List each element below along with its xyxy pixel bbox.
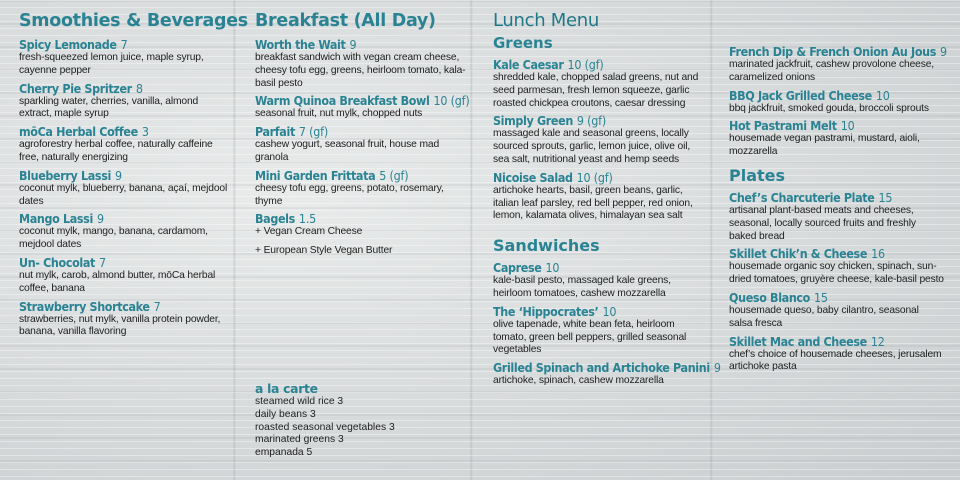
menu-item bbox=[19, 299, 231, 340]
a-la-carte-item: daily beans 3 bbox=[255, 408, 316, 420]
menu-item-name: French Dip & French Onion Au Jous bbox=[729, 44, 937, 59]
menu-item-header bbox=[729, 334, 944, 349]
menu-item-header bbox=[19, 211, 231, 226]
menu-item-price: 7 bbox=[120, 37, 128, 52]
menu-item bbox=[729, 246, 944, 287]
greens-list bbox=[493, 57, 708, 223]
menu-item-name: mōCa Herbal Coffee bbox=[19, 124, 138, 140]
menu-item bbox=[19, 37, 231, 78]
menu-item-description: coconut mylk, mango, banana, cardamom, mejdool dates bbox=[19, 226, 208, 251]
menu-item-header bbox=[729, 290, 944, 305]
a-la-carte-item: steamed wild rice 3 bbox=[255, 396, 344, 407]
bagel-options bbox=[255, 226, 467, 258]
menu-item-price: 10 bbox=[875, 87, 890, 103]
breakfast-column bbox=[255, 8, 470, 480]
menu-item-name: Queso Blanco bbox=[729, 289, 810, 305]
menu-item-header bbox=[19, 255, 231, 270]
a-la-carte-list bbox=[255, 396, 467, 460]
lunch-column bbox=[493, 8, 721, 388]
smoothies-list bbox=[19, 37, 231, 339]
menu-item-header bbox=[729, 44, 947, 59]
menu-item-price: 5 (gf) bbox=[379, 167, 409, 183]
bagel-option: + Vegan Cream Cheese bbox=[255, 226, 363, 238]
a-la-carte-section bbox=[255, 381, 467, 460]
sandwiches-continued-list bbox=[729, 44, 947, 159]
menu-item-price: 15 bbox=[878, 189, 893, 205]
menu-item-name: BBQ Jack Grilled Cheese bbox=[729, 87, 872, 103]
plates-list bbox=[729, 190, 944, 374]
menu-item-price: 9 bbox=[940, 44, 947, 59]
menu-item-description: cheesy tofu egg, greens, potato, rosemary, thyme bbox=[255, 182, 444, 207]
menu-item-header bbox=[19, 124, 231, 139]
menu-item-header bbox=[255, 37, 467, 52]
menu-item bbox=[493, 360, 721, 388]
menu-item-header bbox=[493, 260, 708, 275]
menu-item-price: 9 bbox=[114, 167, 122, 183]
menu-item-description: coconut mylk, blueberry, banana, açaí, mejdool dates bbox=[19, 182, 228, 207]
menu-item-header bbox=[19, 37, 231, 52]
menu-item-price: 9 bbox=[349, 37, 357, 52]
menu-item-name: Warm Quinoa Breakfast Bowl bbox=[255, 93, 430, 109]
menu-item-description: sparkling water, cherries, vanilla, almond extract, maple syrup bbox=[19, 95, 199, 120]
menu-item-price: 9 bbox=[96, 211, 104, 227]
menu-item-description: artichoke, spinach, cashew mozzarella bbox=[493, 375, 664, 387]
menu-item-price: 9 (gf) bbox=[576, 113, 607, 129]
menu-item-name: Mango Lassi bbox=[19, 211, 93, 227]
greens-heading: Greens bbox=[493, 34, 553, 52]
menu-item-header bbox=[493, 360, 721, 376]
menu-item-header bbox=[255, 211, 467, 226]
menu-item-name: Caprese bbox=[493, 260, 542, 276]
menu-item-name: Cherry Pie Spritzer bbox=[19, 80, 132, 96]
menu-item-price: 9 bbox=[713, 360, 721, 376]
menu-item-price: 10 bbox=[602, 303, 617, 319]
menu-item bbox=[493, 57, 708, 110]
menu-item-description: housemade vegan pastrami, mustard, aioli, mozzarella bbox=[729, 133, 920, 158]
menu-item bbox=[729, 290, 944, 331]
menu-item-description: nut mylk, carob, almond butter, mōCa herbal coffee, banana bbox=[19, 269, 216, 294]
a-la-carte-item: empanada 5 bbox=[255, 447, 313, 459]
menu-item bbox=[255, 168, 467, 209]
lunch-heading: Lunch Menu bbox=[493, 10, 599, 31]
menu-item-price: 8 bbox=[135, 80, 143, 96]
menu-item-header bbox=[493, 304, 708, 319]
menu-item bbox=[729, 118, 944, 159]
menu-item-header bbox=[19, 299, 231, 314]
plates-heading: Plates bbox=[729, 165, 786, 185]
menu-item-name: Hot Pastrami Melt bbox=[729, 118, 837, 134]
menu-item-description: marinated jackfruit, cashew provolone cheese, caramelized onions bbox=[729, 59, 935, 83]
menu-item-price: 10 bbox=[840, 118, 855, 134]
menu-item bbox=[19, 211, 231, 252]
menu-item-description: breakfast sandwich with vegan cream cheese, cheesy tofu egg, greens, heirloom tomato, kala-basil pesto bbox=[255, 52, 466, 89]
menu-item-name: Nicoise Salad bbox=[493, 169, 573, 185]
menu-item bbox=[493, 113, 708, 166]
menu-item-price: 10 bbox=[545, 260, 560, 276]
menu-item bbox=[19, 168, 231, 209]
menu-item bbox=[729, 44, 947, 85]
menu-item bbox=[493, 170, 708, 223]
menu-item-header bbox=[729, 246, 944, 261]
menu-item bbox=[729, 334, 944, 375]
menu-item bbox=[493, 304, 708, 357]
a-la-carte-item: marinated greens 3 bbox=[255, 434, 344, 446]
menu-item bbox=[19, 255, 231, 296]
menu-item-description: shredded kale, chopped salad greens, nut and seed parmesan, fresh lemon squeeze, garlic roasted chickpea croutons, caesar dressing bbox=[493, 72, 699, 109]
menu-item-header bbox=[255, 124, 467, 139]
menu-item bbox=[255, 37, 467, 90]
menu-item-description: housemade queso, baby cilantro, seasonal salsa fresca bbox=[729, 304, 919, 329]
smoothies-heading: Smoothies & Beverages bbox=[19, 11, 248, 31]
menu-item bbox=[19, 124, 231, 165]
menu-item-price: 12 bbox=[870, 333, 885, 349]
breakfast-list bbox=[255, 37, 470, 227]
menu-item-price: 10 (gf) bbox=[433, 93, 470, 109]
sandwiches-list bbox=[493, 260, 721, 388]
menu-item-header bbox=[729, 190, 944, 205]
menu-item-price: 16 bbox=[871, 246, 885, 262]
menu-item-header bbox=[255, 93, 470, 109]
menu-item-description: artichoke hearts, basil, green beans, garlic, italian leaf parsley, red bell pepper, red onion, lemon, kalamata olives, himalayan sea salt bbox=[493, 184, 693, 222]
menu-item-name: Kale Caesar bbox=[493, 57, 564, 72]
menu-item-header bbox=[255, 168, 467, 183]
menu-item-price: 3 bbox=[141, 124, 149, 140]
menu-item bbox=[255, 211, 467, 226]
menu-item-name: The ‘Hippocrates’ bbox=[493, 303, 599, 319]
menu-item-description: olive tapenade, white bean feta, heirloom tomato, green bell peppers, grilled seasonal vegetables bbox=[493, 318, 687, 356]
smoothies-column bbox=[19, 8, 248, 339]
menu-item-price: 7 (gf) bbox=[298, 124, 329, 140]
menu-item bbox=[255, 124, 467, 165]
menu-item-header bbox=[19, 81, 231, 96]
menu-item-header bbox=[729, 118, 944, 133]
sandwiches-heading: Sandwiches bbox=[493, 236, 600, 256]
menu-item-price: 7 bbox=[153, 298, 161, 314]
menu-item bbox=[255, 93, 470, 121]
menu-item-description: kale-basil pesto, massaged kale greens, heirloom tomatoes, cashew mozzarella bbox=[493, 275, 671, 299]
bagel-option: + European Style Vegan Butter bbox=[255, 245, 393, 257]
menu-item-header bbox=[493, 57, 708, 72]
menu-item-description: bbq jackfruit, smoked gouda, broccoli sprouts bbox=[729, 102, 929, 114]
menu-item-name: Chef’s Charcuterie Plate bbox=[729, 189, 875, 205]
menu-item-description: artisanal plant-based meats and cheeses, seasonal, locally sourced fruits and freshly baked bread bbox=[729, 204, 916, 242]
menu-item-header bbox=[729, 88, 944, 103]
menu-item-name: Blueberry Lassi bbox=[19, 167, 111, 183]
menu-item-price: 1.5 bbox=[298, 211, 317, 227]
menu-item-price: 7 bbox=[99, 254, 106, 270]
menu-item-name: Skillet Chik’n & Cheese bbox=[729, 246, 868, 262]
menu-item-name: Mini Garden Frittata bbox=[255, 167, 376, 183]
menu-item bbox=[493, 260, 708, 301]
a-la-carte-item: roasted seasonal vegetables 3 bbox=[255, 421, 395, 433]
menu-item bbox=[729, 190, 944, 243]
menu-item-name: Grilled Spinach and Artichoke Panini bbox=[493, 360, 710, 376]
menu-item-name: Un- Chocolat bbox=[19, 254, 96, 270]
menu-item-header bbox=[493, 113, 708, 128]
a-la-carte-heading: a la carte bbox=[255, 381, 318, 396]
menu-item bbox=[19, 81, 231, 122]
plates-column bbox=[729, 41, 947, 374]
menu-item-description: agroforestry herbal coffee, naturally caffeine free, naturally energizing bbox=[19, 139, 213, 163]
menu-item-description: housemade organic soy chicken, spinach, sun-dried tomatoes, gruyère cheese, kale-basil pesto bbox=[729, 261, 944, 286]
menu-item-description: strawberries, nut mylk, vanilla protein powder, banana, vanilla flavoring bbox=[19, 313, 221, 338]
menu-item-header bbox=[19, 168, 231, 183]
menu-item-description: cashew yogurt, seasonal fruit, house mad granola bbox=[255, 139, 440, 163]
menu-item-price: 15 bbox=[814, 289, 828, 305]
menu-item-name: Strawberry Shortcake bbox=[19, 298, 150, 314]
menu-item-name: Simply Green bbox=[493, 113, 573, 129]
menu-item-description: chef’s choice of housemade cheeses, jerusalem artichoke pasta bbox=[729, 348, 942, 373]
menu-item-header bbox=[493, 170, 708, 185]
menu-item-name: Skillet Mac and Cheese bbox=[729, 333, 867, 349]
menu-item-description: seasonal fruit, nut mylk, chopped nuts bbox=[255, 108, 423, 120]
menu-item-name: Spicy Lemonade bbox=[19, 37, 117, 52]
menu-item-price: 10 (gf) bbox=[567, 57, 604, 72]
menu-item-name: Worth the Wait bbox=[255, 37, 346, 52]
menu-item-description: massaged kale and seasonal greens, locally sourced sprouts, garlic, lemon juice, olive oil, sea salt, nutritional yeast and hemp seeds bbox=[493, 128, 691, 165]
menu-item-price: 10 (gf) bbox=[576, 169, 613, 185]
menu-item bbox=[729, 88, 944, 116]
menu-item-description: fresh-squeezed lemon juice, maple syrup, cayenne pepper bbox=[19, 52, 204, 76]
menu-item-name: Bagels bbox=[255, 211, 295, 227]
breakfast-heading: Breakfast (All Day) bbox=[255, 11, 436, 31]
menu-item-name: Parfait bbox=[255, 124, 295, 140]
